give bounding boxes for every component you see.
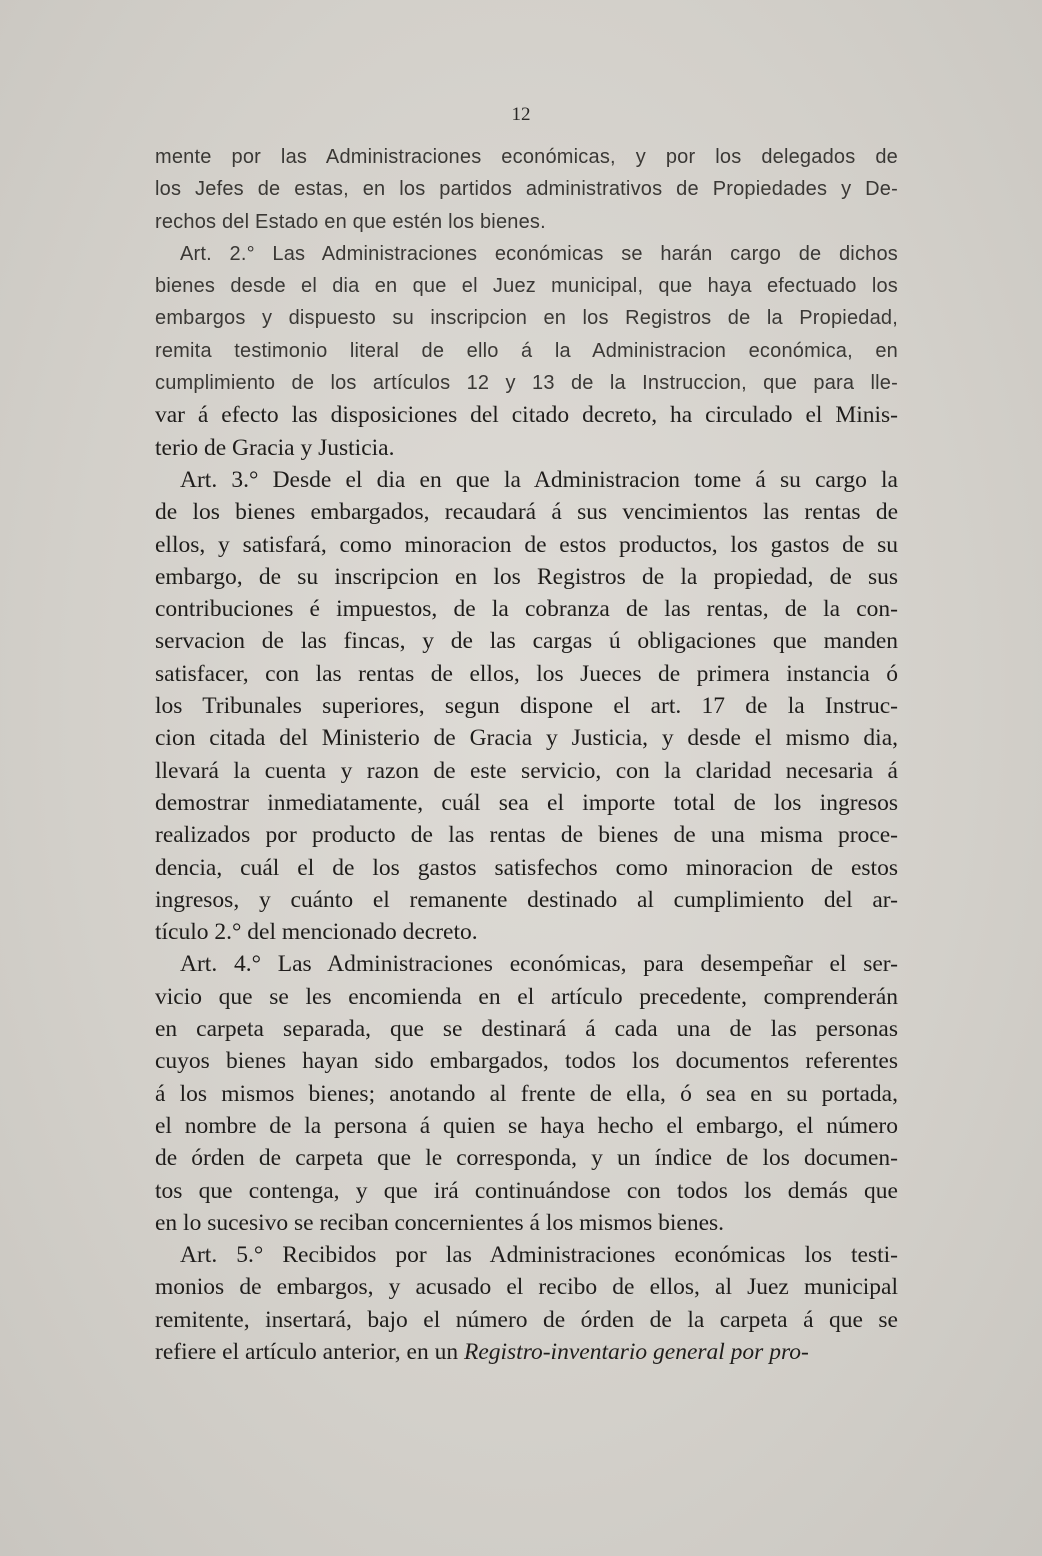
text-line: monios de embargos, y acusado el recibo de ellos, al Juez municipal bbox=[155, 1274, 898, 1301]
text-line: remitente, insertará, bajo el número de órden de la carpeta á que se bbox=[155, 1306, 898, 1333]
text-line: cuyos bienes hayan sido embargados, todos los documentos referentes bbox=[155, 1048, 898, 1075]
text-line: en carpeta separada, que se destinará á cada una de las personas bbox=[155, 1016, 898, 1043]
text-line: á los mismos bienes; anotando al frente de ella, ó sea en su portada, bbox=[155, 1080, 898, 1107]
text-line: embargos y dispuesto su inscripcion en los Registros de la Propiedad, bbox=[155, 307, 898, 330]
text-line: mente por las Administraciones económicas, y por los delegados de bbox=[155, 146, 898, 168]
text-line: realizados por producto de las rentas de bienes de una misma proce- bbox=[155, 822, 898, 849]
text-line: el nombre de la persona á quien se haya hecho el embargo, el número bbox=[155, 1112, 898, 1139]
text-line: bienes desde el dia en que el Juez municipal, que haya efectuado los bbox=[155, 275, 898, 298]
text-line-plain: refiere el artículo anterior, en un bbox=[155, 1338, 464, 1365]
text-line: ellos, y satisfará, como minoracion de estos productos, los gastos de su bbox=[155, 531, 898, 558]
body-text bbox=[155, 141, 898, 1368]
text-line: vicio que se les encomienda en el artículo precedente, comprenderán bbox=[155, 983, 898, 1010]
text-line: remita testimonio literal de ello á la Administracion económica, en bbox=[155, 339, 898, 362]
text-line-italic: Registro-inventario general por pro- bbox=[463, 1338, 809, 1365]
text-line: de órden de carpeta que le corresponda, y un índice de los documen- bbox=[155, 1145, 898, 1172]
text-line: cumplimiento de los artículos 12 y 13 de la Instruccion, que para lle- bbox=[155, 372, 898, 395]
text-line: Art. 3.° Desde el dia en que la Administracion tome á su cargo la bbox=[180, 466, 898, 493]
text-line: terio de Gracia y Justicia. bbox=[155, 434, 395, 461]
text-line: servacion de las fincas, y de las cargas ú obligaciones que manden bbox=[155, 628, 898, 655]
text-line: Art. 2.° Las Administraciones económicas se harán cargo de dichos bbox=[180, 242, 898, 265]
text-line: Art. 4.° Las Administraciones económicas, para desempeñar el ser- bbox=[180, 951, 898, 978]
text-line: los Tribunales superiores, segun dispone el art. 17 de la Instruc- bbox=[155, 693, 898, 720]
text-line: Art. 5.° Recibidos por las Administraciones económicas los testi- bbox=[180, 1242, 898, 1269]
text-line: demostrar inmediatamente, cuál sea el importe total de los ingresos bbox=[155, 789, 898, 816]
text-line: tículo 2.° del mencionado decreto. bbox=[155, 919, 478, 946]
text-line: satisfacer, con las rentas de ellos, los Jueces de primera instancia ó bbox=[155, 660, 898, 687]
page-number: 12 bbox=[511, 104, 531, 125]
text-line: embargo, de su inscripcion en los Registros de la propiedad, de sus bbox=[155, 563, 898, 590]
text-line: de los bienes embargados, recaudará á sus vencimientos las rentas de bbox=[155, 499, 898, 526]
text-line: cion citada del Ministerio de Gracia y Justicia, y desde el mismo dia, bbox=[155, 725, 898, 752]
text-line bbox=[155, 1336, 898, 1368]
text-line: dencia, cuál el de los gastos satisfechos como minoracion de estos bbox=[155, 854, 898, 881]
text-line: los Jefes de estas, en los partidos administrativos de Propiedades y De- bbox=[155, 178, 898, 201]
text-line: var á efecto las disposiciones del citado decreto, ha circulado el Minis- bbox=[155, 402, 898, 429]
text-line: rechos del Estado en que estén los bienes. bbox=[155, 210, 546, 233]
text-line: contribuciones é impuestos, de la cobranza de las rentas, de la con- bbox=[155, 596, 898, 623]
text-line: ingresos, y cuánto el remanente destinado al cumplimiento del ar- bbox=[155, 886, 898, 913]
text-line: en lo sucesivo se reciban concernientes á los mismos bienes. bbox=[155, 1209, 725, 1236]
text-line: llevará la cuenta y razon de este servicio, con la claridad necesaria á bbox=[155, 757, 898, 784]
text-line: tos que contenga, y que irá continuándose con todos los demás que bbox=[155, 1177, 898, 1204]
